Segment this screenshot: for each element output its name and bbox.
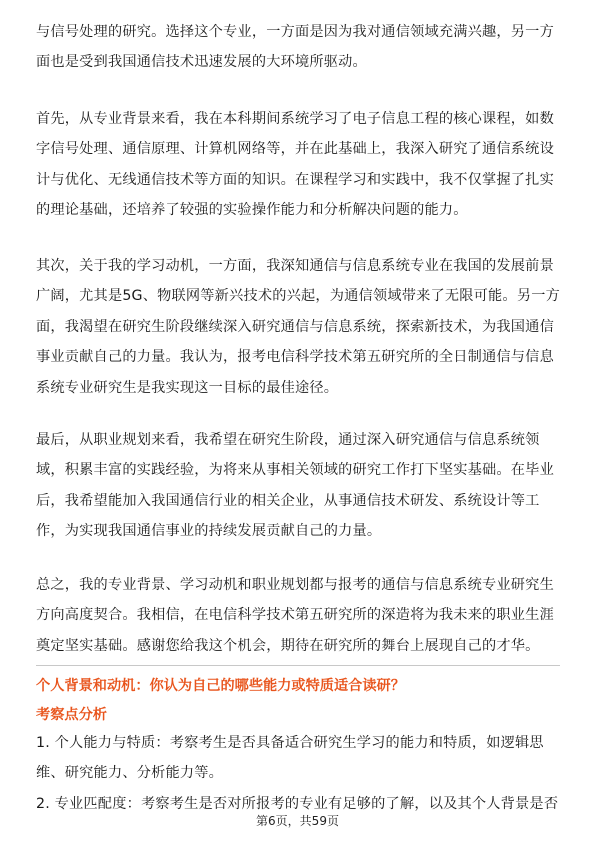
text-line: 作，为实现我国通信事业的持续发展贡献自己的力量。 [36, 523, 382, 540]
paragraph-motivation [36, 251, 560, 403]
text-line: 系统专业研究生是我实现这一目标的最佳途径。 [36, 379, 339, 396]
text-line: 总之，我的专业背景、学习动机和职业规划都与报考的通信与信息系统专业研究生 [36, 577, 554, 593]
text-line: 2. 专业匹配度：考察考生是否对所报考的专业有足够的了解，以及其个人背景是否 [36, 795, 559, 812]
text-line: 1. 个人能力与特质：考察考生是否具备适合研究生学习的能力和特质，如逻辑思 [36, 735, 544, 751]
section-divider [36, 665, 560, 666]
text-line: 奠定坚实基础。感谢您给我这个机会，期待在研究所的舞台上展现自己的才华。 [36, 637, 540, 654]
text-line: 字信号处理、通信原理、计算机网络等，并在此基础上，我深入研究了通信系统设 [36, 141, 554, 158]
question-heading: 个人背景和动机：你认为自己的哪些能力或特质适合读研？ [36, 678, 405, 694]
analysis-points [36, 728, 560, 819]
text-line: 的理论基础，还培养了较强的实验操作能力和分析解决问题的能力。 [36, 202, 468, 219]
paragraph-intro [36, 17, 560, 78]
text-line: 维、研究能力、分析能力等。 [36, 765, 224, 782]
text-line: 方向高度契合。我相信，在电信科学技术第五研究所的深造将为我未来的职业生涯 [36, 607, 554, 624]
page-footer: 第6页，共59页 [256, 814, 339, 828]
text-line: 事业贡献自己的力量。我认为，报考电信科学技术第五研究所的全日制通信与信息 [36, 349, 554, 366]
text-line: 域，积累丰富的实践经验，为将来从事相关领域的研究工作打下坚实基础。在毕业 [36, 462, 554, 479]
text-line: 广阔，尤其是5G、物联网等新兴技术的兴起，为通信领域带来了无限可能。另一方 [36, 288, 560, 305]
paragraph-career-plan [36, 425, 560, 547]
paragraph-conclusion [36, 570, 560, 661]
text-line: 面，我渴望在研究生阶段继续深入研究通信与信息系统，探索新技术，为我国通信 [36, 318, 554, 335]
text-line: 最后，从职业规划来看，我希望在研究生阶段，通过深入研究通信与信息系统领 [36, 432, 540, 448]
paragraph-background [36, 104, 560, 226]
text-line: 与信号处理的研究。选择这个专业，一方面是因为我对通信领域充满兴趣，另一方 [36, 24, 554, 40]
text-line: 计与优化、无线通信技术等方面的知识。在课程学习和实践中，我不仅掌握了扎实 [36, 171, 554, 188]
analysis-heading: 考察点分析 [36, 707, 107, 723]
text-line: 首先，从专业背景来看，我在本科期间系统学习了电子信息工程的核心课程，如数 [36, 111, 554, 127]
text-line: 面也是受到我国通信技术迅速发展的大环境所驱动。 [36, 54, 367, 71]
text-line: 其次，关于我的学习动机，一方面，我深知通信与信息系统专业在我国的发展前景 [36, 258, 554, 274]
text-line: 后，我希望能加入我国通信行业的相关企业，从事通信技术研发、系统设计等工 [36, 492, 540, 509]
